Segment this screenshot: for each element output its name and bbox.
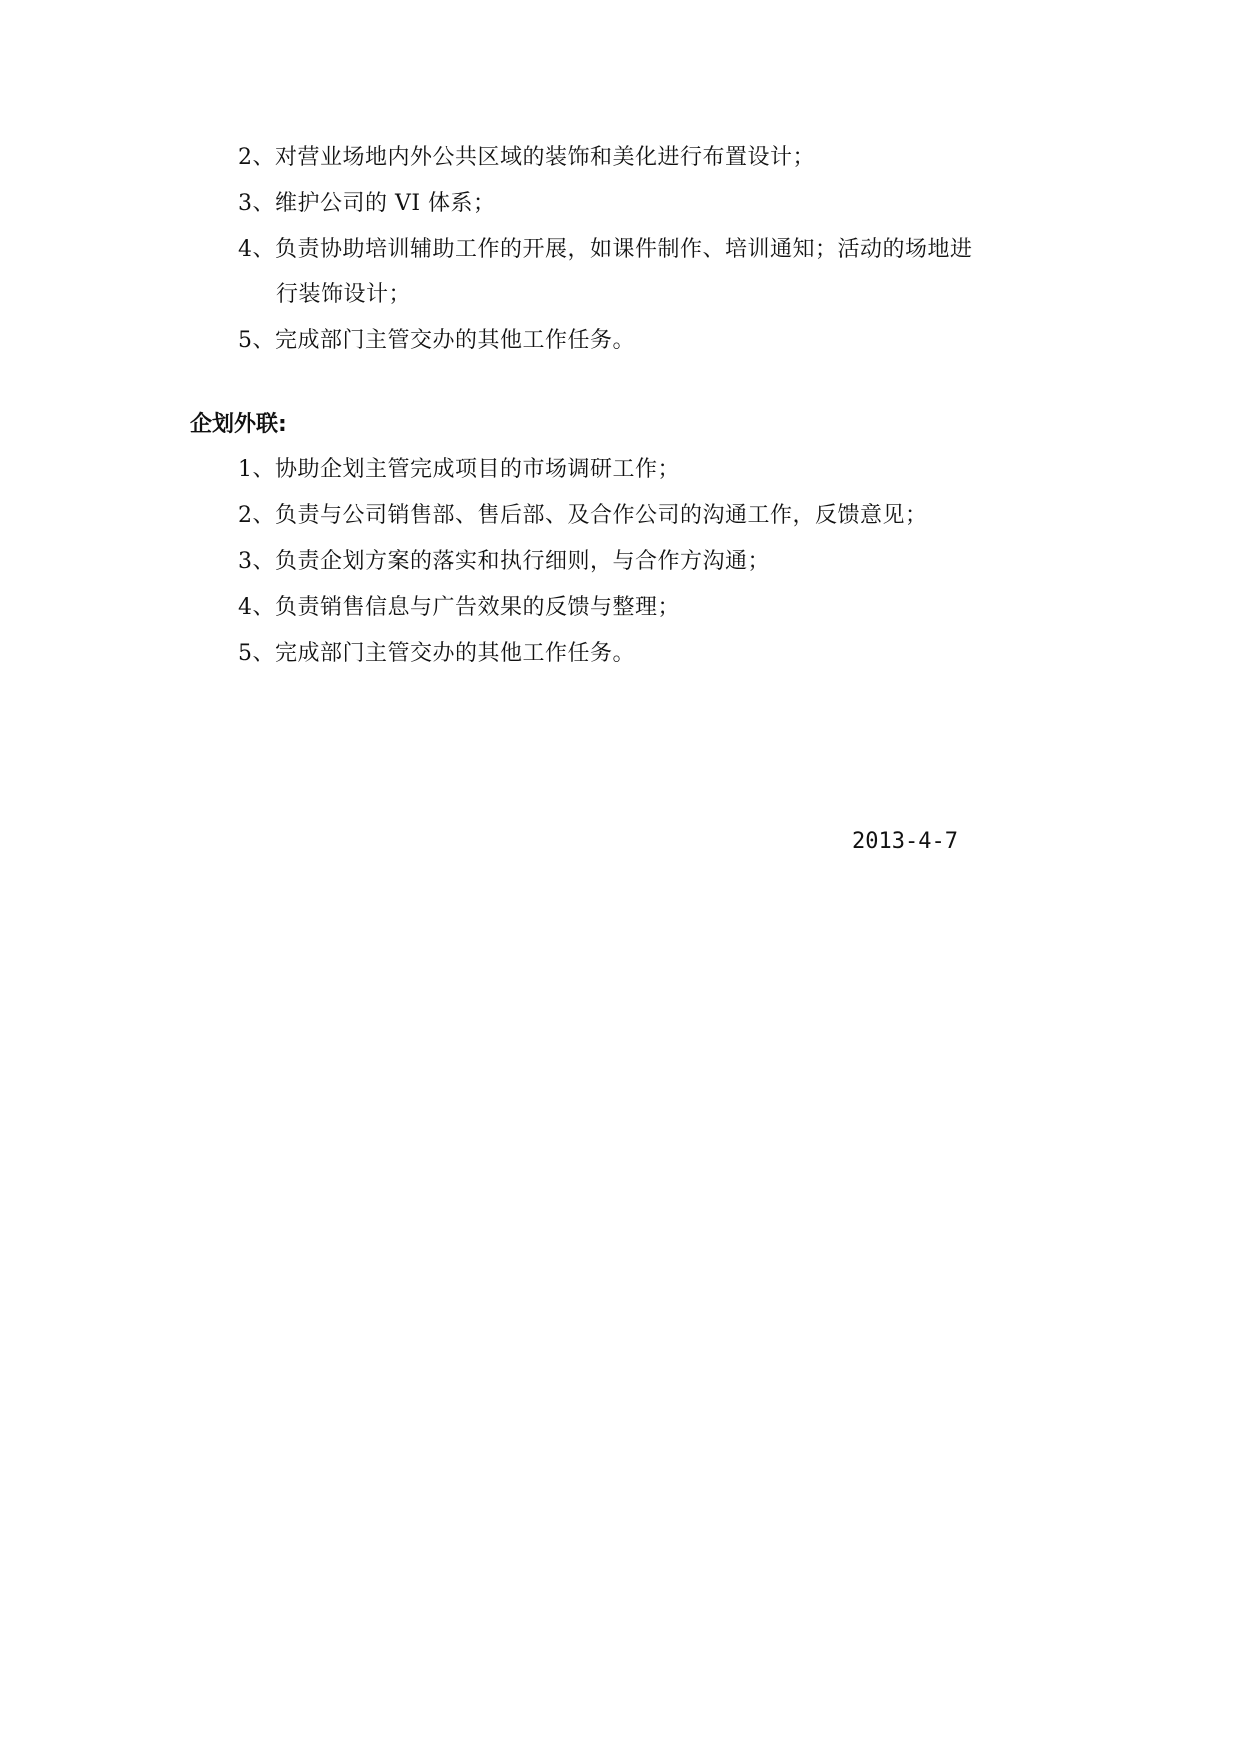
list-item: 4、负责协助培训辅助工作的开展，如课件制作、培训通知；活动的场地进 bbox=[238, 237, 973, 262]
list-item: 2、对营业场地内外公共区域的装饰和美化进行布置设计； bbox=[238, 145, 815, 170]
section-heading: 企划外联: bbox=[190, 412, 287, 437]
document-date: 2013-4-7 bbox=[852, 829, 958, 854]
list-item: 1、协助企划主管完成项目的市场调研工作； bbox=[238, 457, 680, 482]
list-item: 5、完成部门主管交办的其他工作任务。 bbox=[238, 641, 635, 666]
list-item: 3、维护公司的 VI 体系； bbox=[238, 191, 496, 216]
list-item: 4、负责销售信息与广告效果的反馈与整理； bbox=[238, 595, 680, 620]
list-item-continuation: 行装饰设计； bbox=[276, 282, 412, 307]
list-item: 5、完成部门主管交办的其他工作任务。 bbox=[238, 328, 635, 353]
list-item: 3、负责企划方案的落实和执行细则，与合作方沟通； bbox=[238, 549, 770, 574]
list-item: 2、负责与公司销售部、售后部、及合作公司的沟通工作，反馈意见； bbox=[238, 503, 928, 528]
